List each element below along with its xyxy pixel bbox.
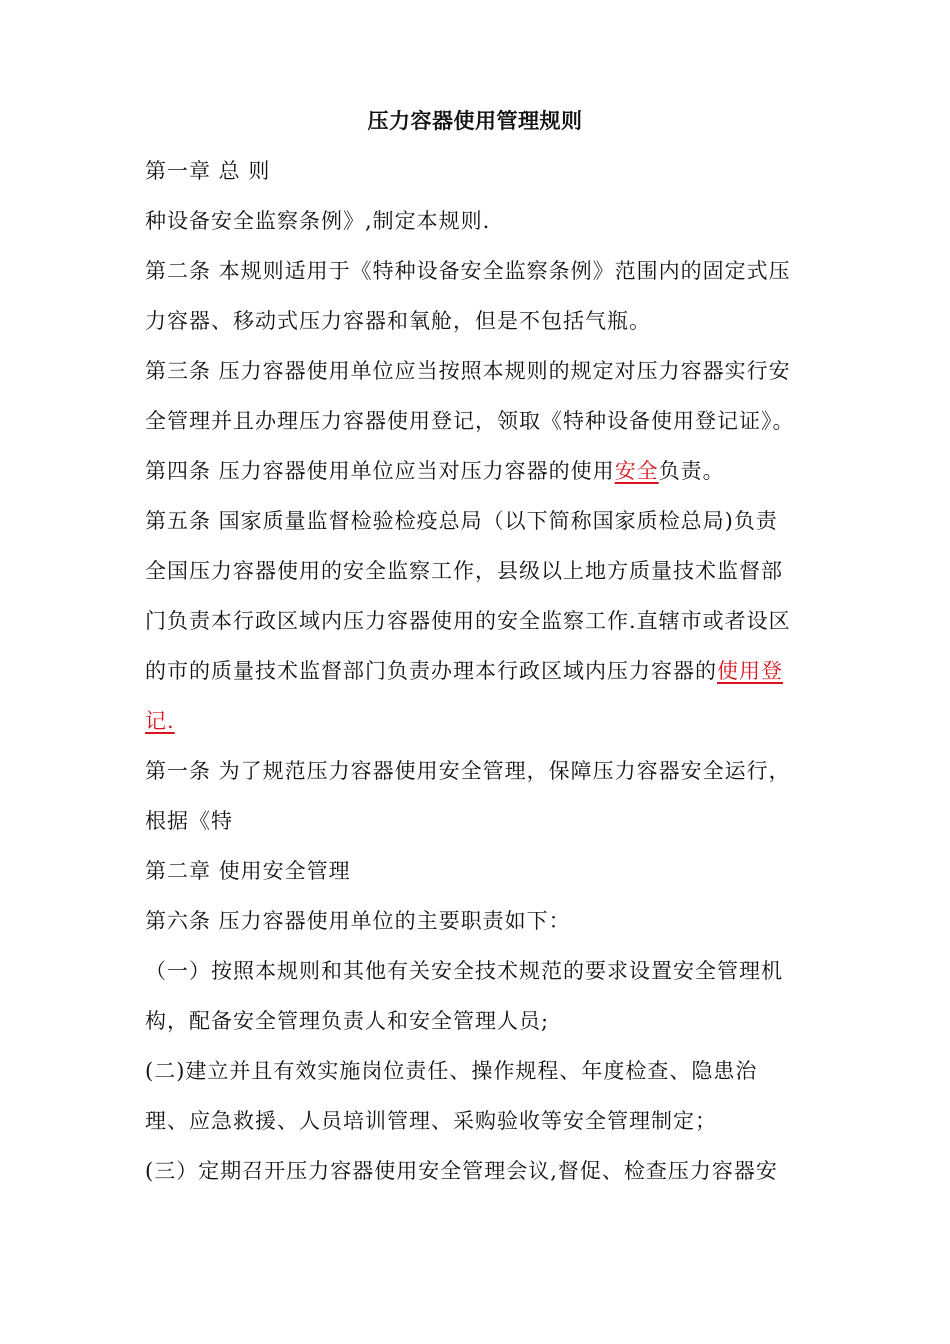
item-1-line-1: （一）按照本规则和其他有关安全技术规范的要求设置安全管理机 (145, 959, 783, 983)
article-5-line-1: 第五条 国家质量监督检验检疫总局（以下简称国家质检总局)负责 (145, 509, 778, 533)
article-5-line-4 (145, 656, 783, 686)
article-5-line-2: 全国压力容器使用的安全监察工作，县级以上地方质量技术监督部 (145, 559, 783, 583)
highlighted-link-registration[interactable]: 使用登 (717, 659, 783, 683)
article-4-text-a: 第四条 压力容器使用单位应当对压力容器的使用 (145, 459, 615, 483)
article-6-line: 第六条 压力容器使用单位的主要职责如下： (145, 909, 571, 933)
highlighted-link-registration-cont[interactable]: 记. (145, 709, 175, 733)
article-3-line-1: 第三条 压力容器使用单位应当按照本规则的规定对压力容器实行安 (145, 359, 791, 383)
chapter-heading-2: 第二章 使用安全管理 (145, 859, 351, 883)
article-1-line-1: 第一条 为了规范压力容器使用安全管理，保障压力容器安全运行， (145, 759, 791, 783)
article-4-line (145, 456, 725, 486)
article-5-line-3: 门负责本行政区域内压力容器使用的安全监察工作.直辖市或者设区 (145, 609, 791, 633)
article-3-line-2: 全管理并且办理压力容器使用登记，领取《特种设备使用登记证》。 (145, 409, 795, 433)
highlighted-link-safety[interactable]: 安全 (614, 459, 659, 483)
item-1-line-2: 构，配备安全管理负责人和安全管理人员; (145, 1009, 550, 1033)
item-2-line-2: 理、应急救援、人员培训管理、采购验收等安全管理制定； (145, 1109, 717, 1133)
article-4-text-c: 负责。 (658, 459, 725, 483)
article-1-line-2: 根据《特 (145, 809, 233, 833)
item-2-line-1: (二)建立并且有效实施岗位责任、操作规程、年度检查、隐患治 (145, 1059, 758, 1083)
item-3-line-1: (三）定期召开压力容器使用安全管理会议,督促、检查压力容器安 (145, 1159, 778, 1183)
paragraph-line: 种设备安全监察条例》,制定本规则. (145, 209, 491, 233)
article-5-line-5 (145, 706, 175, 736)
document-title: 压力容器使用管理规则 (367, 109, 583, 133)
article-2-line-1: 第二条 本规则适用于《特种设备安全监察条例》范围内的固定式压 (145, 259, 791, 283)
article-5-text-a: 的市的质量技术监督部门负责办理本行政区域内压力容器的 (145, 659, 717, 683)
chapter-heading-1: 第一章 总 则 (145, 159, 271, 183)
article-2-line-2: 力容器、移动式压力容器和氧舱，但是不包括气瓶。 (145, 309, 651, 333)
